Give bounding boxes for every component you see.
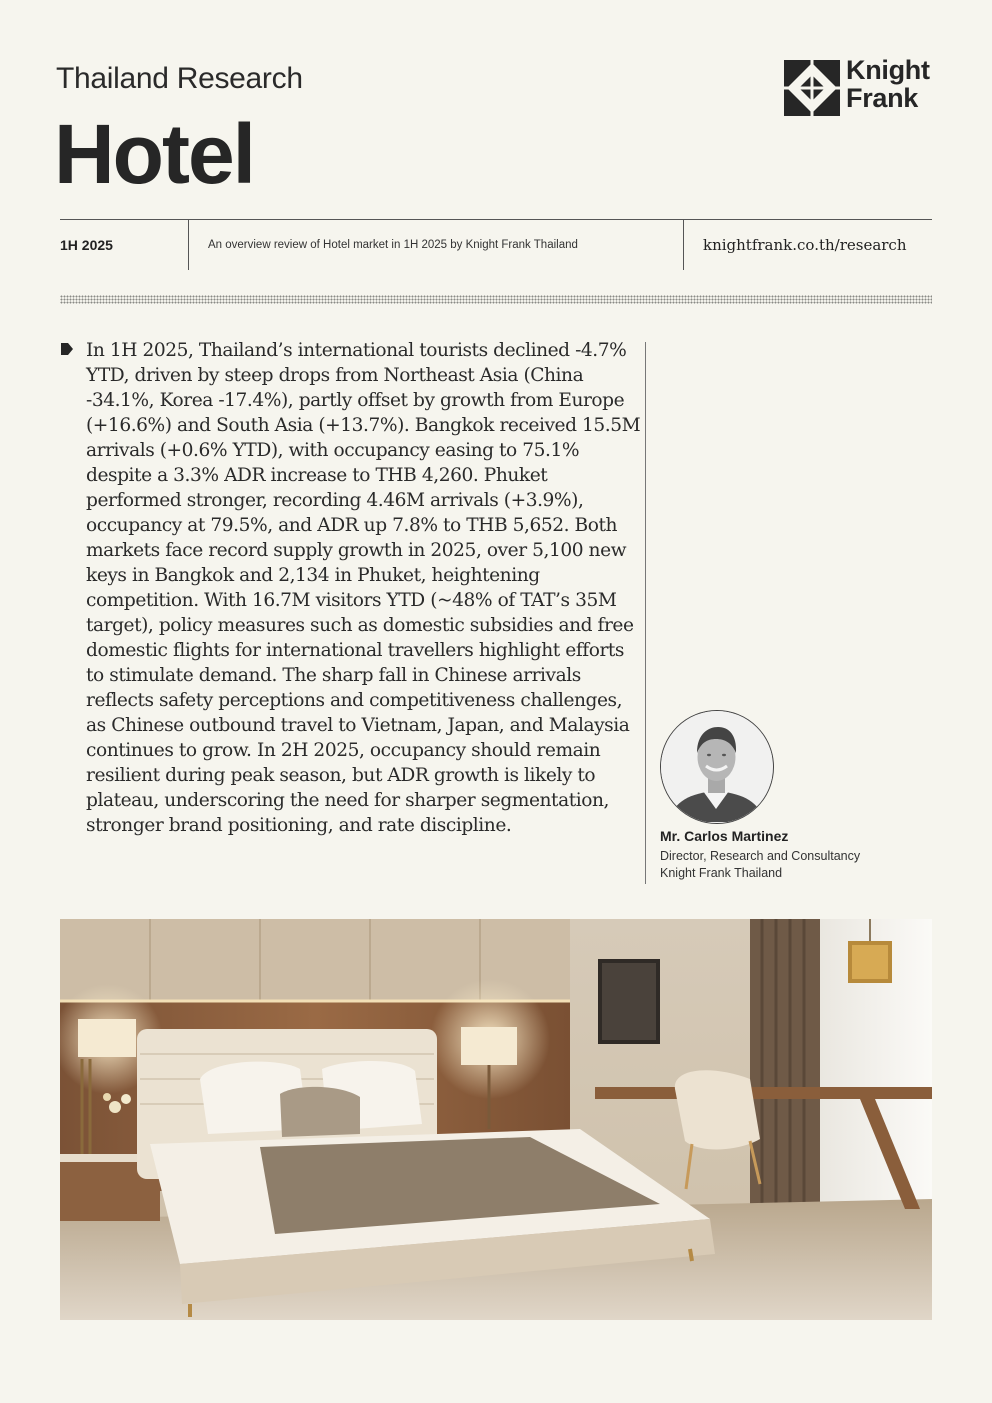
info-bar — [60, 219, 932, 270]
knight-frank-logo-mark — [784, 60, 840, 116]
arrow-bullet-icon — [60, 342, 74, 356]
info-divider — [683, 220, 684, 270]
series-title: Thailand Research — [56, 62, 303, 95]
summary-paragraph: In 1H 2025, Thailand’s international tourists declined -4.7% YTD, driven by steep drops from Northeast Asia (China -34.1%, Korea -17.4%), partly offset by growth from Europe (+16.6%) and South Asia (+13.7%). Bangkok received 15.5M arrivals (+0.6% YTD), with occupancy easing to 75.1% despite a 3.3% ADR increase to THB 4,260. Phuket performed stronger, recording 4.46M arrivals (+3.9%), occupancy at 79.5%, and ADR up 7.8% to THB 5,652. Both markets face record supply growth in 2025, over 5,100 new keys in Bangkok and 2,134 in Phuket, heightening competition. With 16.7M visitors YTD (~48% of TAT’s 35M target), policy measures such as domestic subsidies and free domestic flights for international travellers highlight efforts to stimulate demand. The sharp fall in Chinese arrivals reflects safety perceptions and competitiveness challenges, as Chinese outbound travel to Vietnam, Japan, and Malaysia continues to grow. In 2H 2025, occupancy should remain resilient during peak season, but ADR growth is likely to plateau, underscoring the need for sharper segmentation, stronger brand positioning, and rate discipline. — [86, 340, 641, 836]
avatar — [660, 710, 774, 824]
author-organization: Knight Frank Thailand — [660, 866, 783, 880]
logo-wordmark — [846, 56, 930, 112]
dotted-separator — [60, 295, 932, 304]
author-role: Director, Research and Consultancy — [660, 849, 861, 863]
column-divider — [645, 342, 646, 884]
logo-wordmark-line2: Frank — [846, 83, 919, 113]
report-overview: An overview review of Hotel market in 1H 2025 by Knight Frank Thailand — [208, 239, 578, 251]
author-name: Mr. Carlos Martinez — [660, 828, 789, 844]
page-title: Hotel — [54, 107, 254, 201]
report-period: 1H 2025 — [60, 237, 113, 253]
info-divider — [188, 220, 189, 270]
hotel-room-photo — [60, 919, 932, 1320]
research-link[interactable]: knightfrank.co.th/research — [703, 236, 907, 254]
logo-wordmark-line1: Knight — [846, 55, 930, 85]
knight-frank-logo — [784, 56, 944, 118]
